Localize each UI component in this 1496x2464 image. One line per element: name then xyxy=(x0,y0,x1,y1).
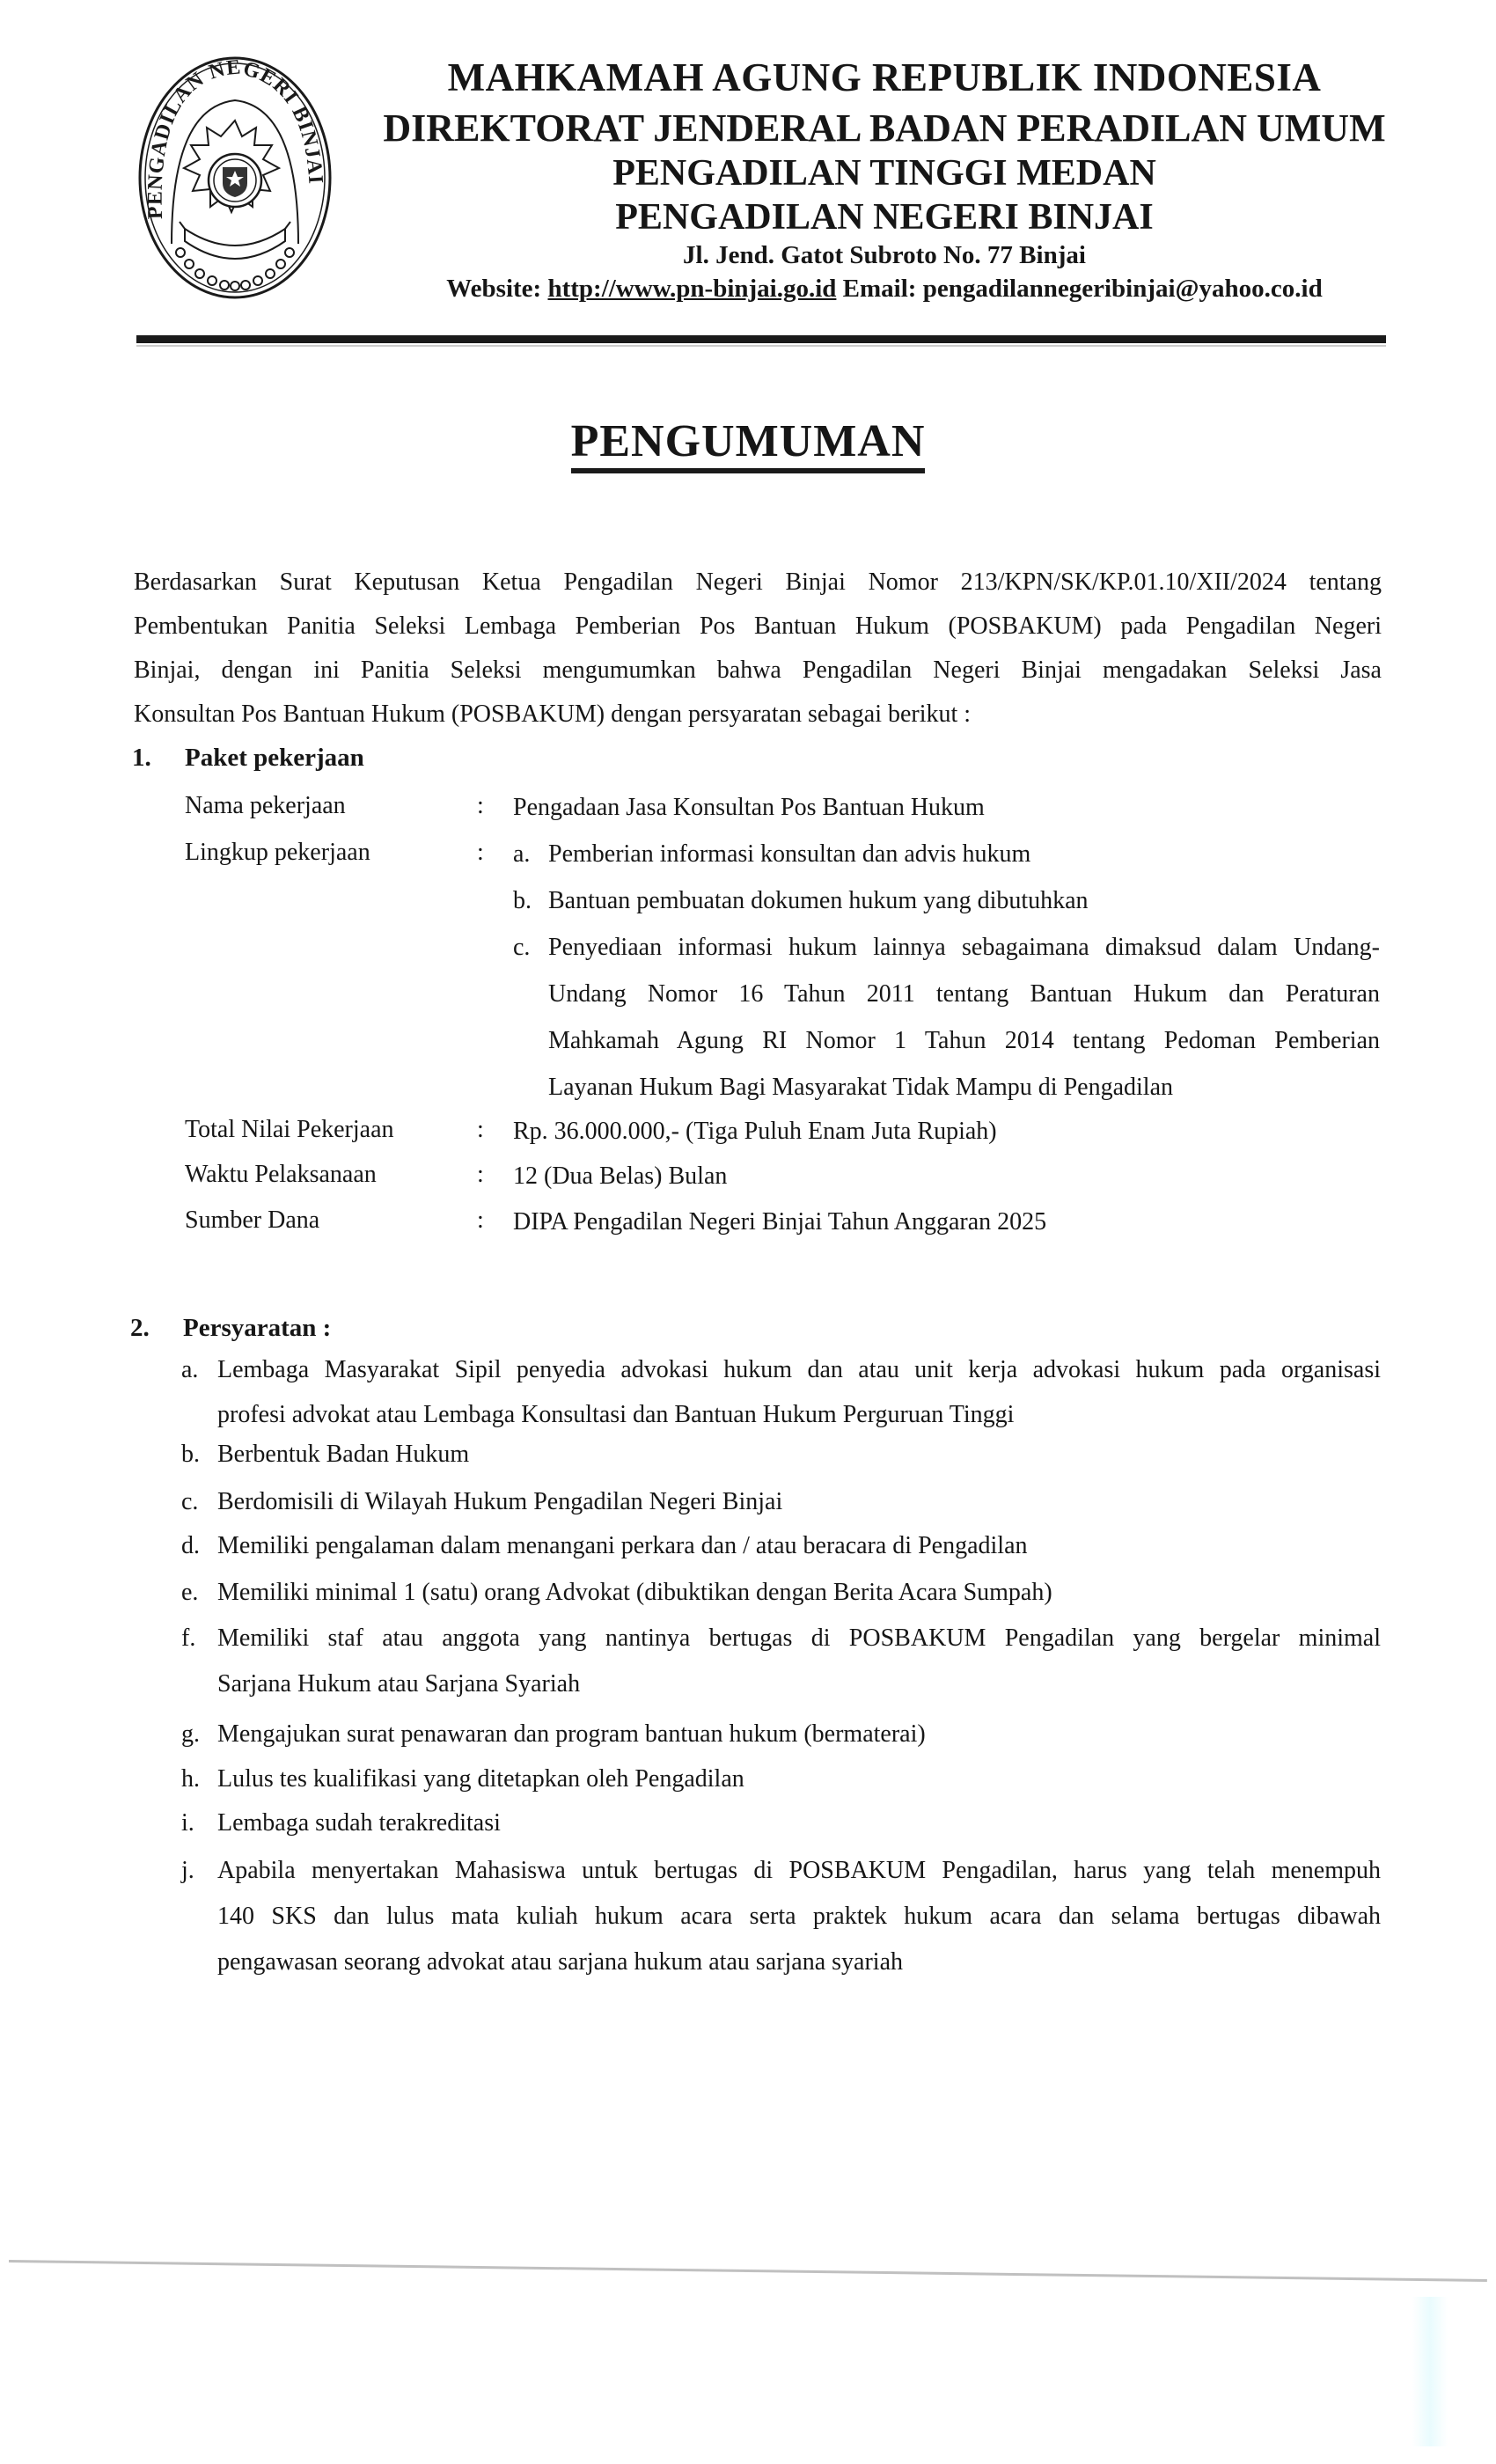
requirement-text: Apabila menyertakan Mahasiswa untuk bertugas di POSBAKUM Pengadilan, harus yang telah menempuh xyxy=(217,1857,1381,1884)
section-number: 2. xyxy=(130,1314,150,1342)
requirement-text: 140 SKS dan lulus mata kuliah hukum acara serta praktek hukum acara dan selama bertugas dibawah xyxy=(217,1903,1381,1930)
requirement-text: Mengajukan surat penawaran dan program bantuan hukum (bermaterai) xyxy=(217,1720,926,1748)
requirement-letter: a. xyxy=(181,1356,199,1383)
svg-text:PENGADILAN NEGERI BINJAI: PENGADILAN NEGERI BINJAI xyxy=(143,55,327,220)
scope-item-text: Undang Nomor 16 Tahun 2011 tentang Bantuan Hukum dan Peraturan xyxy=(548,980,1380,1008)
requirement-text: Lulus tes kualifikasi yang ditetapkan oleh Pengadilan xyxy=(217,1765,744,1793)
field-value-sumber: DIPA Pengadilan Negeri Binjai Tahun Anggaran 2025 xyxy=(513,1208,1047,1236)
scope-item-letter: a. xyxy=(513,840,531,868)
letterhead-line-directorate: DIREKTORAT JENDERAL BADAN PERADILAN UMUM xyxy=(383,106,1386,150)
field-label-waktu: Waktu Pelaksanaan xyxy=(185,1161,377,1188)
letterhead-contact xyxy=(352,276,1417,302)
requirement-letter: j. xyxy=(181,1857,194,1884)
requirement-letter: c. xyxy=(181,1488,199,1515)
scope-item-text: Penyediaan informasi hukum lainnya sebagaimana dimaksud dalam Undang- xyxy=(548,934,1380,961)
letterhead-address: Jl. Jend. Gatot Subroto No. 77 Binjai xyxy=(683,241,1086,269)
requirement-letter: f. xyxy=(181,1624,196,1652)
field-value-nama: Pengadaan Jasa Konsultan Pos Bantuan Hukum xyxy=(513,794,985,821)
scope-item-letter: c. xyxy=(513,934,531,961)
website-label: Website: xyxy=(446,275,542,303)
document-title: PENGUMUMAN xyxy=(0,415,1496,473)
requirement-text: Berbentuk Badan Hukum xyxy=(217,1441,470,1468)
field-colon: : xyxy=(477,1206,484,1234)
field-label-lingkup: Lingkup pekerjaan xyxy=(185,839,370,866)
intro-line: Pembentukan Panitia Seleksi Lembaga Pemberian Pos Bantuan Hukum (POSBAKUM) pada Pengadilan Negeri xyxy=(134,612,1382,640)
letterhead-divider-thin xyxy=(136,345,1386,347)
scope-item-text: Bantuan pembuatan dokumen hukum yang dibutuhkan xyxy=(548,887,1089,914)
letterhead-line-high-court: PENGADILAN TINGGI MEDAN xyxy=(612,153,1156,194)
requirement-letter: d. xyxy=(181,1532,200,1559)
field-label-sumber: Sumber Dana xyxy=(185,1206,320,1234)
requirement-text: profesi advokat atau Lembaga Konsultasi dan Bantuan Hukum Perguruan Tinggi xyxy=(217,1401,1015,1428)
website-link[interactable]: http://www.pn-binjai.go.id xyxy=(547,275,837,303)
requirement-text: Lembaga Masyarakat Sipil penyedia advokasi hukum dan atau unit kerja advokasi hukum pada organisasi xyxy=(217,1356,1381,1383)
intro-line: Binjai, dengan ini Panitia Seleksi mengumumkan bahwa Pengadilan Negeri Binjai mengadakan Seleksi Jasa xyxy=(134,656,1382,684)
requirement-letter: g. xyxy=(181,1720,200,1748)
field-value-total: Rp. 36.000.000,- (Tiga Puluh Enam Juta Rupiah) xyxy=(513,1118,997,1145)
requirement-text: Lembaga sudah terakreditasi xyxy=(217,1809,501,1837)
section-heading: Persyaratan : xyxy=(183,1314,332,1342)
email-address[interactable]: pengadilannegeribinjai@yahoo.co.id xyxy=(922,275,1323,303)
scope-item-text: Mahkamah Agung RI Nomor 1 Tahun 2014 tentang Pedoman Pemberian xyxy=(548,1027,1380,1054)
scan-edge-tint xyxy=(1412,2297,1448,2446)
email-label: Email: xyxy=(842,275,917,303)
section-heading: Paket pekerjaan xyxy=(185,744,364,772)
field-colon: : xyxy=(477,792,484,819)
requirement-letter: h. xyxy=(181,1765,200,1793)
requirement-text: Memiliki minimal 1 (satu) orang Advokat (dibuktikan dengan Berita Acara Sumpah) xyxy=(217,1579,1052,1606)
requirement-text: Memiliki pengalaman dalam menangani perkara dan / atau beracara di Pengadilan xyxy=(217,1532,1028,1559)
requirement-text: Sarjana Hukum atau Sarjana Syariah xyxy=(217,1670,581,1698)
court-emblem-logo xyxy=(136,55,334,305)
letterhead-divider xyxy=(136,335,1386,343)
scan-edge-line xyxy=(9,2260,1487,2282)
requirement-text: Memiliki staf atau anggota yang nantinya bertugas di POSBAKUM Pengadilan yang bergelar minimal xyxy=(217,1624,1381,1652)
field-value-waktu: 12 (Dua Belas) Bulan xyxy=(513,1162,728,1190)
requirement-letter: e. xyxy=(181,1579,199,1606)
letterhead-line-district-court: PENGADILAN NEGERI BINJAI xyxy=(615,197,1154,238)
scope-item-text: Layanan Hukum Bagi Masyarakat Tidak Mampu di Pengadilan xyxy=(548,1074,1173,1101)
field-colon: : xyxy=(477,1116,484,1143)
intro-line: Konsultan Pos Bantuan Hukum (POSBAKUM) dengan persyaratan sebagai berikut : xyxy=(134,700,972,728)
field-label-total: Total Nilai Pekerjaan xyxy=(185,1116,394,1143)
requirement-letter: i. xyxy=(181,1809,194,1837)
requirement-letter: b. xyxy=(181,1441,200,1468)
letterhead-line-supreme-court: MAHKAMAH AGUNG REPUBLIK INDONESIA xyxy=(447,55,1322,99)
scope-item-letter: b. xyxy=(513,887,532,914)
section-number: 1. xyxy=(132,744,151,772)
field-colon: : xyxy=(477,839,484,866)
field-label-nama: Nama pekerjaan xyxy=(185,792,346,819)
requirement-text: pengawasan seorang advokat atau sarjana hukum atau sarjana syariah xyxy=(217,1948,904,1976)
intro-line: Berdasarkan Surat Keputusan Ketua Pengadilan Negeri Binjai Nomor 213/KPN/SK/KP.01.10/XII/2024 tentang xyxy=(134,568,1382,596)
scope-item-text: Pemberian informasi konsultan dan advis hukum xyxy=(548,840,1031,868)
requirement-text: Berdomisili di Wilayah Hukum Pengadilan Negeri Binjai xyxy=(217,1488,783,1515)
field-colon: : xyxy=(477,1161,484,1188)
